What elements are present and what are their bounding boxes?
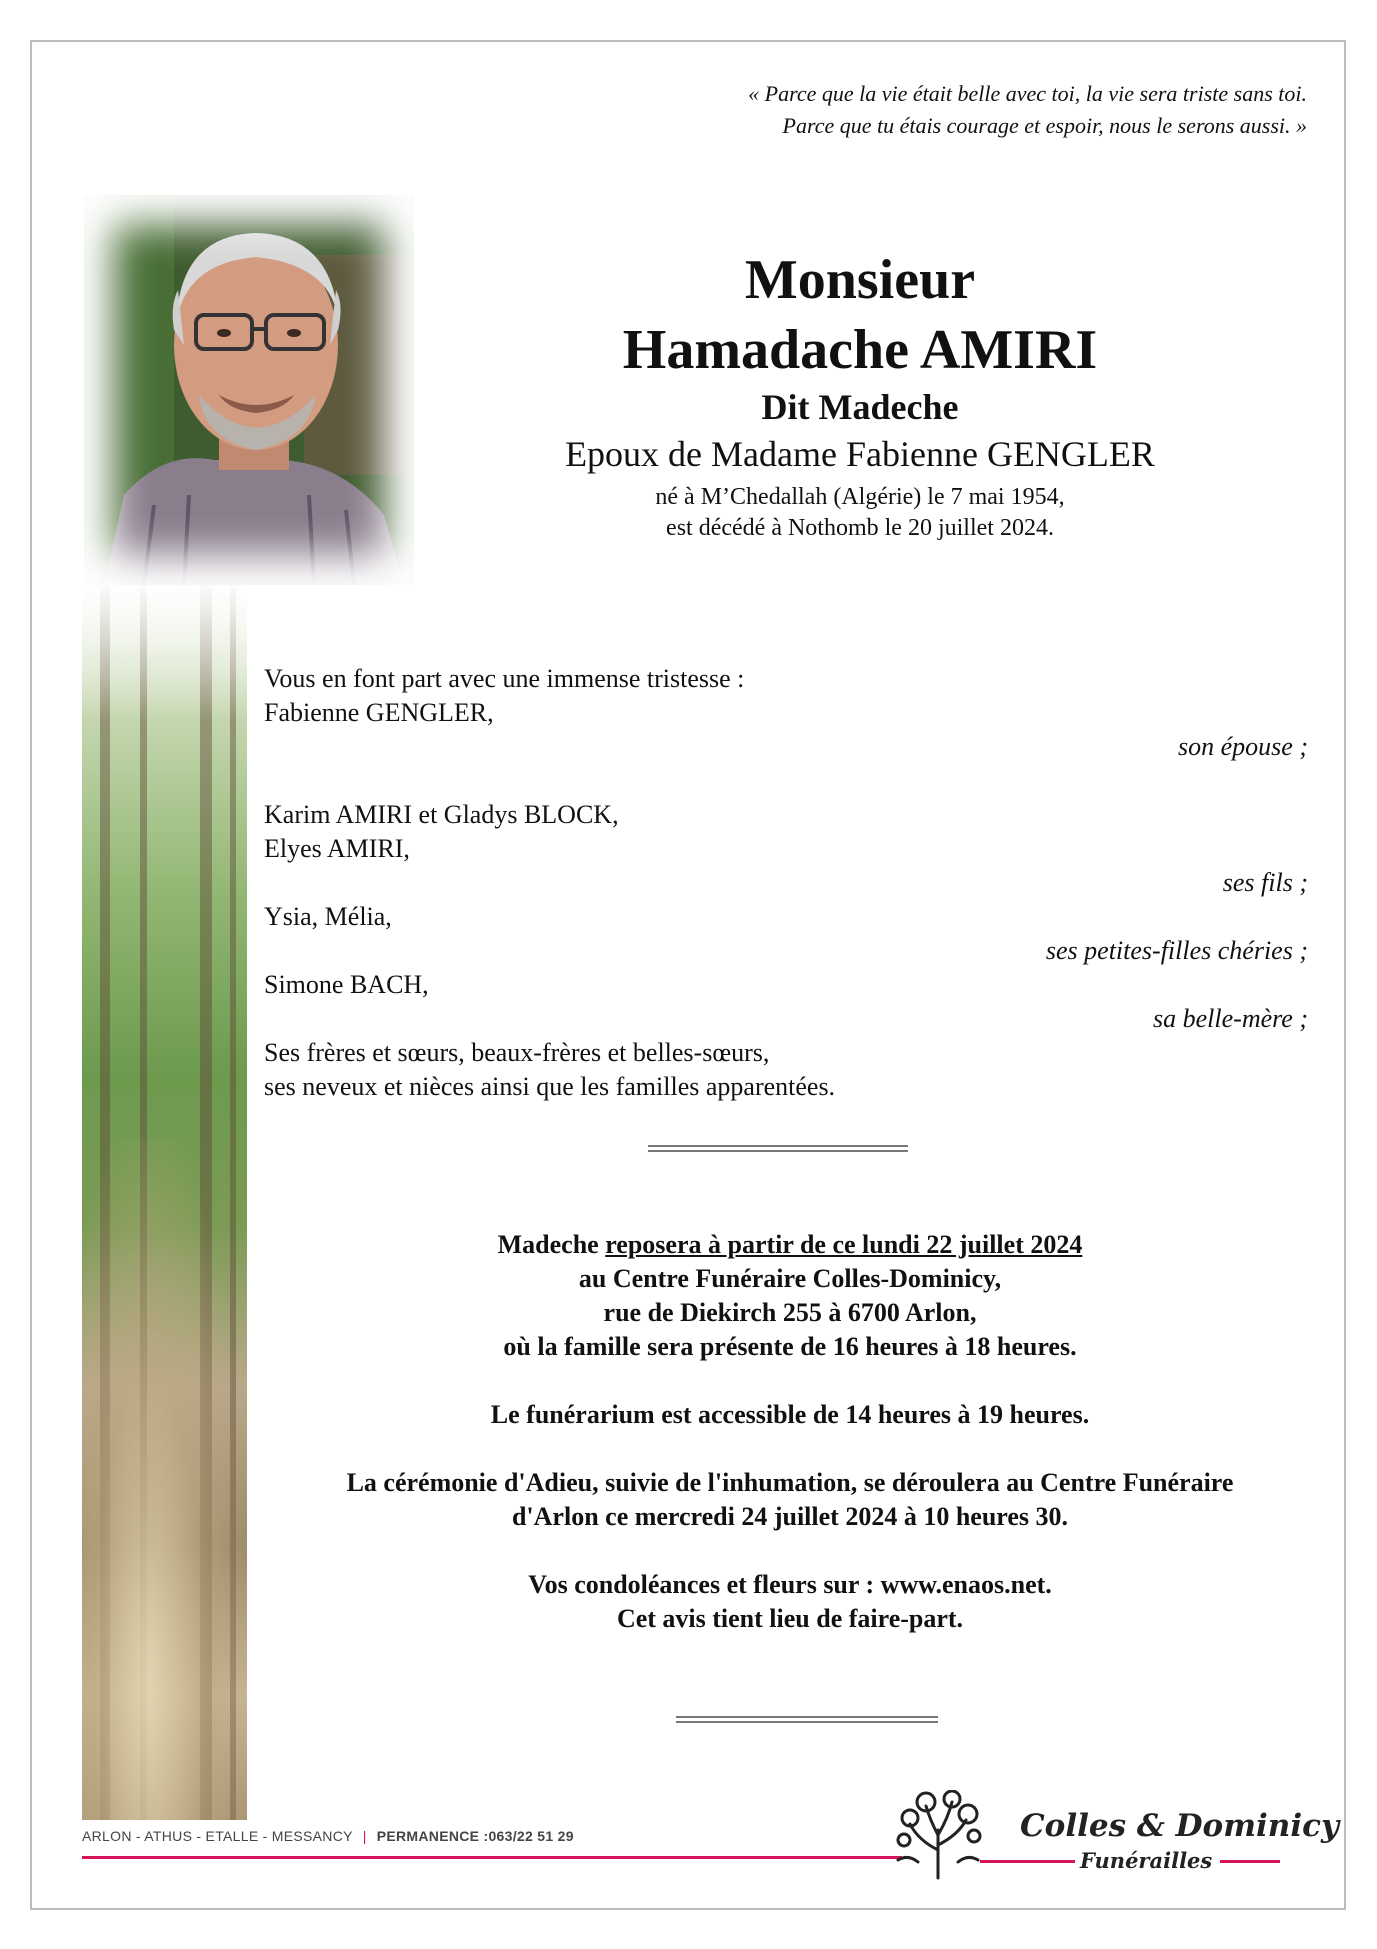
deceased-portrait-photo — [84, 195, 414, 585]
epigraph-quote — [407, 78, 1307, 142]
announce-line: où la famille sera présente de 16 heures à 18 heures. — [503, 1332, 1077, 1361]
family-announcement — [264, 662, 1308, 1104]
announce-line: Vos condoléances et fleurs sur : www.enaos.net. — [528, 1570, 1052, 1599]
divider — [648, 1145, 908, 1152]
logo-accent-line — [980, 1860, 1075, 1863]
family-names: Elyes AMIRI, — [264, 834, 410, 863]
birth-line: né à M’Chedallah (Algérie) le 7 mai 1954, — [655, 484, 1065, 510]
footer-separator: | — [362, 1828, 367, 1844]
family-names: Ysia, Mélia, — [264, 902, 392, 931]
divider — [676, 1716, 938, 1723]
death-line: est décédé à Nothomb le 20 juillet 2024. — [666, 515, 1054, 541]
forest-path-image — [82, 580, 247, 1820]
family-relation: ses petites-filles chéries ; — [1045, 936, 1308, 965]
family-names: Simone BACH, — [264, 970, 429, 999]
footer-accent-line — [82, 1856, 902, 1859]
family-intro: Vous en font part avec une immense tristesse : — [264, 664, 745, 693]
quote-line: Parce que tu étais courage et espoir, nous le serons aussi. » — [782, 113, 1307, 138]
footer-locations: ARLON - ATHUS - ETALLE - MESSANCY — [82, 1828, 353, 1844]
funeral-details — [260, 1228, 1320, 1636]
announce-line: au Centre Funéraire Colles-Dominicy, — [578, 1264, 1002, 1293]
announce-visitation-date: reposera à partir de ce lundi 22 juillet 2024 — [605, 1230, 1083, 1259]
deceased-name: Hamadache AMIRI — [622, 319, 1098, 381]
announce-name: Madeche — [497, 1230, 599, 1259]
funeral-home-logo — [880, 1790, 1339, 1880]
quote-line: « Parce que la vie était belle avec toi, la vie sera triste sans toi. — [748, 81, 1307, 106]
footer-permanence-label: PERMANENCE : — [376, 1828, 489, 1844]
announce-line: rue de Diekirch 255 à 6700 Arlon, — [603, 1298, 977, 1327]
family-relation: ses fils ; — [1222, 868, 1308, 897]
tree-icon — [888, 1790, 988, 1880]
spouse-line: Epoux de Madame Fabienne GENGLER — [565, 434, 1155, 474]
announce-line: Cet avis tient lieu de faire-part. — [616, 1604, 964, 1633]
family-names: Karim AMIRI et Gladys BLOCK, — [264, 800, 619, 829]
announce-line: d'Arlon ce mercredi 24 juillet 2024 à 10 heures 30. — [511, 1502, 1069, 1531]
logo-subtitle: Funérailles — [1080, 1848, 1213, 1873]
family-names: Ses frères et sœurs, beaux-frères et belles-sœurs, — [264, 1038, 770, 1067]
announce-line: La cérémonie d'Adieu, suivie de l'inhumation, se déroulera au Centre Funéraire — [346, 1468, 1234, 1497]
family-names: Fabienne GENGLER, — [264, 698, 494, 727]
footer-contact — [82, 1828, 574, 1844]
family-names: ses neveux et nièces ainsi que les familles apparentées. — [264, 1072, 836, 1101]
logo-accent-line — [1220, 1860, 1280, 1863]
announce-line: Le funérarium est accessible de 14 heures à 19 heures. — [490, 1400, 1090, 1429]
family-relation: son épouse ; — [1178, 732, 1308, 761]
logo-name: Colles & Dominicy — [1020, 1808, 1339, 1844]
honorific: Monsieur — [744, 249, 976, 311]
family-relation: sa belle-mère ; — [1153, 1004, 1308, 1033]
nickname: Dit Madeche — [761, 387, 959, 427]
footer-permanence-phone: 063/22 51 29 — [488, 1828, 574, 1844]
